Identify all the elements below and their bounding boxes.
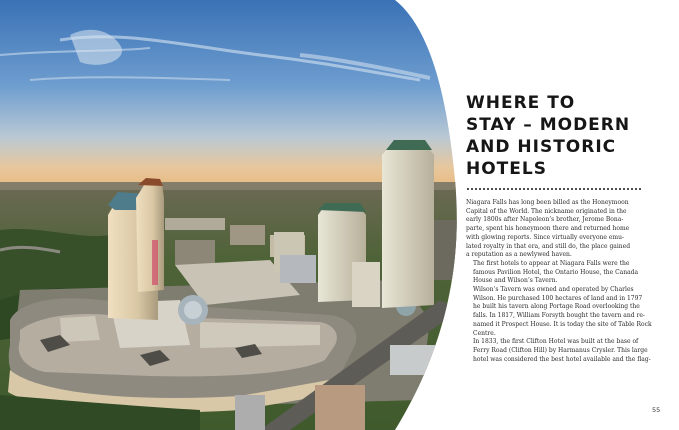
text-line: parte, spent his honeymoon there and returned home (466, 225, 630, 233)
paragraph (466, 199, 646, 260)
heading-line: WHERE TO (466, 93, 576, 113)
article-heading (466, 92, 646, 180)
text-line: The first hotels to appear at Niagara Falls were the (473, 259, 630, 267)
text-line: with glowing reports. Since virtually everyone emu- (466, 233, 625, 241)
text-line: Niagara Falls has long been billed as the Honeymoon (466, 199, 629, 206)
page-number: 55 (652, 406, 661, 414)
heading-line: AND HISTORIC (466, 137, 617, 157)
text-line: Wilson. He purchased 100 hectares of land and in 1797 (473, 294, 643, 302)
text-line: hotel was considered the best hotel available and the flag- (473, 355, 651, 363)
text-line: early 1800s after Napoleon’s brother, Jerome Bona- (466, 216, 624, 224)
text-line: Capital of the World. The nickname originated in the (466, 207, 627, 215)
text-line: Ferry Road (Clifton Hill) by Harmanus Crysler. This large (473, 346, 648, 354)
heading-line: HOTELS (466, 159, 547, 179)
dotted-divider (466, 188, 642, 190)
text-line: named it Prospect House. It is today the site of Table Rock (473, 320, 652, 328)
paragraph (466, 286, 652, 338)
text-line: House and Wilson’s Tavern. (473, 277, 558, 285)
text-line: In 1833, the first Clifton Hotel was built at the base of (473, 338, 639, 346)
text-line: falls. In 1817, William Forsyth bought the tavern and re- (473, 312, 645, 320)
text-line: Wilson’s Tavern was owned and operated by Charles (473, 286, 634, 294)
text-line: a reputation as a newlywed haven. (466, 251, 572, 259)
paragraph (466, 338, 651, 364)
text-line: lated royalty in that era, and still do, the place gained (466, 242, 631, 250)
article-body (466, 199, 652, 364)
article-column (466, 92, 652, 364)
heading-line: STAY – MODERN (466, 115, 631, 135)
text-line: famous Pavilion Hotel, the Ontario House, the Canada (473, 268, 639, 276)
text-line: Centre. (473, 329, 496, 337)
paragraph (466, 260, 646, 286)
text-line: he built his tavern along Portage Road overlooking the (473, 303, 640, 311)
